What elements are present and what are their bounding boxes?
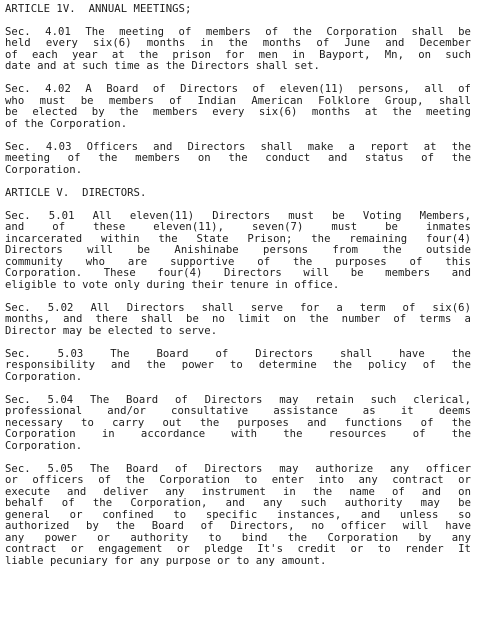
text-line: held every six(6) months in the months of June and December [5, 37, 471, 50]
text-line: who must be members of Indian American Folklore Group, shall [5, 94, 471, 107]
text-line: liable pecuniary for any purpose or to any amount. [5, 555, 327, 567]
text-line: Sec. 5.02 All Directors shall serve for a term of six(6) [5, 301, 471, 314]
text-line: Corporation. [5, 439, 83, 452]
text-line: behalf of the Corporation, and any such authority may be [5, 497, 471, 510]
section-5-01 [5, 211, 471, 292]
text-line: community who are supportive of the purposes of this [5, 255, 471, 268]
section-4-01 [5, 27, 471, 73]
article-5-heading: ARTICLE V. DIRECTORS. [5, 186, 147, 199]
text-line: Corporation. [5, 163, 83, 176]
text-line: Directors will be Anishinabe persons from the outside [5, 244, 471, 257]
section-5-04 [5, 395, 471, 453]
section-4-03 [5, 142, 471, 177]
text-line: professional and/or consultative assistance as it deems [5, 405, 471, 418]
text-line: authorized by the Board of Directors, no officer will have [5, 520, 471, 533]
section-5-05 [5, 464, 471, 568]
document-page [5, 4, 471, 568]
text-line: months, and there shall be no limit on the number of terms a [5, 313, 471, 326]
spacer [5, 383, 471, 394]
text-line: Corporation in accordance with the resources of the [5, 428, 471, 441]
text-line: Corporation. [5, 370, 83, 383]
text-line: Sec. 5.01 All eleven(11) Directors must be Voting Members, [5, 209, 471, 222]
text-line: necessary to carry out the purposes and functions of the [5, 416, 471, 429]
text-line: date and at such time as the Directors shall set. [5, 60, 320, 73]
text-line: and of these eleven(11), seven(7) must be inmates [5, 221, 471, 234]
section-5-03 [5, 349, 471, 384]
text-line: eligible to vote only during their tenure in office. [5, 278, 340, 291]
article-4-heading: ARTICLE 1V. ANNUAL MEETINGS; [5, 3, 192, 15]
text-line: Sec. 4.02 A Board of Directors of eleven(11) persons, all of [5, 83, 471, 96]
text-line: or officers of the Corporation to enter into any contract or [5, 474, 471, 487]
text-line: of each year at the prison for men in Bayport, Mn, on such [5, 48, 471, 61]
section-4-02 [5, 84, 471, 130]
text-line: contract or engagement or pledge It's credit or to render It [5, 543, 471, 556]
text-line: responsibility and the power to determine the policy of the [5, 359, 471, 372]
spacer [5, 452, 471, 463]
text-line: execute and deliver any instrument in the name of and on [5, 485, 471, 498]
spacer [5, 337, 471, 348]
text-line: any power or authority to bind the Corporation by any [5, 531, 471, 544]
text-line: meeting of the members on the conduct and status of the [5, 152, 471, 165]
text-line: Sec. 5.03 The Board of Directors shall have the [5, 347, 471, 360]
text-line: Sec. 4.01 The meeting of members of the Corporation shall be [5, 25, 471, 38]
text-line: incarcerated within the State Prison; the remaining four(4) [5, 232, 471, 245]
text-line: Corporation. These four(4) Directors will be members and [5, 267, 471, 280]
text-line: Sec. 4.03 Officers and Directors shall make a report at the [5, 140, 471, 153]
text-line: general or confined to specific instances, and unless so [5, 508, 471, 521]
text-line: Sec. 5.04 The Board of Directors may retain such clerical, [5, 393, 471, 406]
text-line: Director may be elected to serve. [5, 324, 218, 337]
section-5-02 [5, 303, 471, 338]
spacer [5, 199, 471, 210]
text-line: of the Corporation. [5, 117, 128, 130]
text-line: be elected by the members every six(6) months at the meeting [5, 106, 471, 119]
text-line: Sec. 5.05 The Board of Directors may authorize any officer [5, 462, 471, 475]
